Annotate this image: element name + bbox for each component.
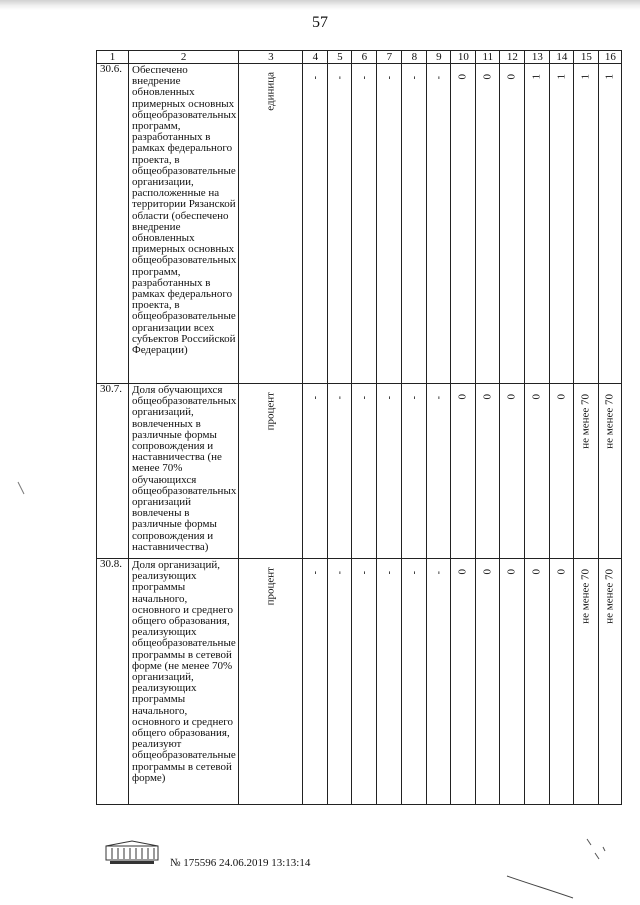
row-description: Доля организаций, реализующих программы начального, основного и среднего общего образования, реализующих общеобразовательные программы в сетевой форме (не менее 70% организаций, реализующих программы начального, основного и среднего общего образования, реализуют общеобразовательные программы в сетевой форме) xyxy=(129,559,239,805)
value-cell: - xyxy=(402,559,427,805)
value-cell: не менее 70 xyxy=(574,559,599,805)
doc-date: 24.06.2019 xyxy=(219,857,269,869)
value-cell: 0 xyxy=(476,384,500,559)
value-cell: - xyxy=(328,559,352,805)
row-number: 30.7. xyxy=(97,384,129,559)
header-cell: 15 xyxy=(574,51,599,64)
value-cell: 0 xyxy=(525,384,550,559)
value-cell: - xyxy=(303,559,328,805)
header-cell: 12 xyxy=(500,51,525,64)
doc-number: № 175596 xyxy=(170,857,217,869)
scan-mark xyxy=(585,835,615,865)
row-unit xyxy=(239,559,303,805)
value-cell: - xyxy=(427,559,451,805)
row-number: 30.6. xyxy=(97,64,129,384)
value-cell: не менее 70 xyxy=(574,384,599,559)
value-cell: 0 xyxy=(500,384,525,559)
header-cell: 5 xyxy=(328,51,352,64)
header-cell: 8 xyxy=(402,51,427,64)
table-header-row xyxy=(97,51,622,64)
header-cell: 16 xyxy=(599,51,622,64)
value-cell: - xyxy=(427,384,451,559)
registration-footer xyxy=(170,857,310,869)
value-cell: 0 xyxy=(476,559,500,805)
header-cell: 7 xyxy=(377,51,402,64)
value-cell: не менее 70 xyxy=(599,384,622,559)
unit-label: процент xyxy=(264,392,277,431)
value-cell: - xyxy=(377,559,402,805)
value-cell: 0 xyxy=(500,64,525,384)
header-cell: 10 xyxy=(451,51,476,64)
scan-mark xyxy=(505,870,575,900)
header-cell: 4 xyxy=(303,51,328,64)
value-cell: - xyxy=(352,64,377,384)
value-cell: не менее 70 xyxy=(599,559,622,805)
scan-mark xyxy=(16,480,28,500)
value-cell: 0 xyxy=(525,559,550,805)
page-number: 57 xyxy=(312,14,328,31)
value-cell: 0 xyxy=(451,384,476,559)
scan-edge xyxy=(0,0,640,10)
value-cell: - xyxy=(303,384,328,559)
header-cell: 14 xyxy=(550,51,574,64)
value-cell: 1 xyxy=(550,64,574,384)
unit-label: единица xyxy=(264,72,277,111)
value-cell: - xyxy=(328,64,352,384)
table-row xyxy=(97,559,622,805)
table-row xyxy=(97,384,622,559)
row-description: Доля обучающихся общеобразовательных организаций, вовлеченных в различные формы сопровождения и наставничества (не менее 70% обучающихся общеобразовательных организаций вовлечены в различные формы сопровождения и наставничества) xyxy=(129,384,239,559)
value-cell: - xyxy=(402,384,427,559)
doc-time: 13:13:14 xyxy=(271,857,311,869)
value-cell: - xyxy=(402,64,427,384)
unit-label: процент xyxy=(264,567,277,606)
value-cell: 1 xyxy=(599,64,622,384)
value-cell: - xyxy=(377,64,402,384)
value-cell: 0 xyxy=(550,384,574,559)
value-cell: - xyxy=(303,64,328,384)
row-number: 30.8. xyxy=(97,559,129,805)
header-cell: 13 xyxy=(525,51,550,64)
header-cell: 6 xyxy=(352,51,377,64)
row-unit xyxy=(239,64,303,384)
value-cell: - xyxy=(377,384,402,559)
value-cell: 0 xyxy=(476,64,500,384)
table-row xyxy=(97,64,622,384)
header-cell: 9 xyxy=(427,51,451,64)
header-cell: 11 xyxy=(476,51,500,64)
row-description: Обеспечено внедрение обновленных примерных основных общеобразовательных программ, разработанных в рамках федерального проекта, в общеобразовательные организации, расположенные на территории Рязанской области (обеспечено внедрение обновленных примерных основных общеобразовательных программ, разработанных в рамках федерального проекта, в общеобразовательные организации всех субъектов Российской Федерации) xyxy=(129,64,239,384)
value-cell: - xyxy=(427,64,451,384)
header-cell: 1 xyxy=(97,51,129,64)
value-cell: 0 xyxy=(451,559,476,805)
row-unit xyxy=(239,384,303,559)
building-stamp-icon xyxy=(104,840,160,866)
value-cell: 0 xyxy=(550,559,574,805)
header-cell: 3 xyxy=(239,51,303,64)
value-cell: 1 xyxy=(574,64,599,384)
value-cell: 0 xyxy=(451,64,476,384)
value-cell: - xyxy=(352,384,377,559)
value-cell: - xyxy=(352,559,377,805)
value-cell: - xyxy=(328,384,352,559)
indicators-table xyxy=(96,50,622,805)
value-cell: 1 xyxy=(525,64,550,384)
header-cell: 2 xyxy=(129,51,239,64)
value-cell: 0 xyxy=(500,559,525,805)
